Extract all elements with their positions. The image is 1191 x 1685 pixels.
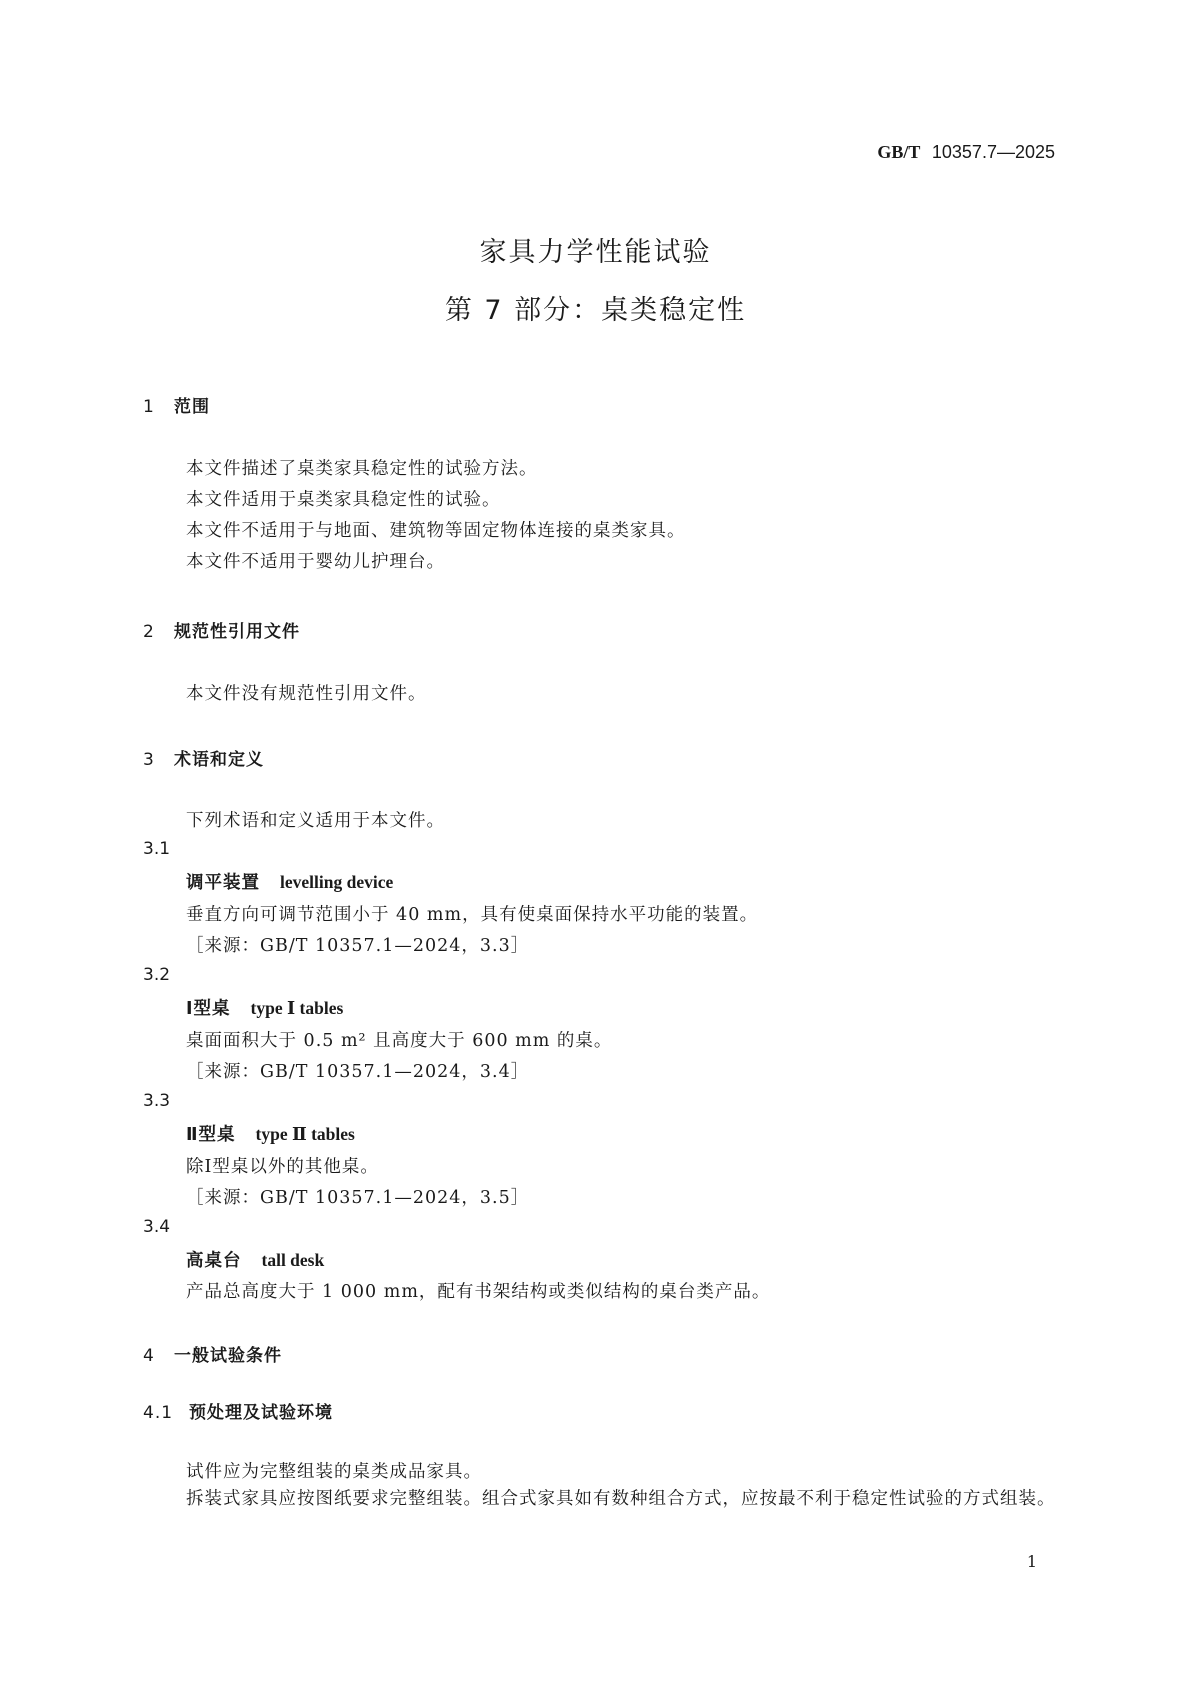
term-source: ［来源：GB/T 10357.1—2024，3.3］	[186, 936, 530, 956]
term-en: type Ⅰ tables	[250, 998, 344, 1018]
section-number: 3	[143, 750, 155, 770]
document-subtitle: 第 7 部分：桌类稳定性	[444, 295, 747, 326]
term-en: tall desk	[261, 1250, 325, 1270]
term-en: type Ⅱ tables	[255, 1124, 355, 1144]
standard-number	[877, 142, 1055, 163]
section-heading	[143, 392, 210, 417]
paragraph: 试件应为完整组装的桌类成品家具。	[186, 1462, 482, 1482]
term-definition: 产品总高度大于 1 000 mm，配有书架结构或类似结构的桌台类产品。	[186, 1282, 771, 1302]
document-title: 家具力学性能试验	[479, 237, 712, 268]
section-title: 一般试验条件	[174, 1346, 282, 1366]
section-number: 4	[143, 1346, 155, 1366]
term-definition: 垂直方向可调节范围小于 40 mm，具有使桌面保持水平功能的装置。	[186, 905, 759, 925]
paragraph: 本文件不适用于与地面、建筑物等固定物体连接的桌类家具。	[186, 521, 686, 541]
section-title: 规范性引用文件	[174, 622, 300, 642]
term-zh: Ⅰ型桌	[186, 999, 231, 1019]
paragraph: 本文件适用于桌类家具稳定性的试验。	[186, 490, 501, 510]
paragraph: 拆装式家具应按图纸要求完整组装。组合式家具如有数种组合方式，应按最不利于稳定性试验的方式组装。	[186, 1489, 1056, 1509]
term-definition: 桌面面积大于 0.5 m² 且高度大于 600 mm 的桌。	[186, 1031, 613, 1051]
term-number: 3.2	[143, 965, 171, 985]
term-zh: Ⅱ型桌	[186, 1125, 236, 1145]
section-heading	[143, 745, 264, 770]
term-number: 3.3	[143, 1091, 171, 1111]
term-number: 3.4	[143, 1217, 171, 1237]
subsection-title: 预处理及试验环境	[189, 1403, 333, 1423]
term-entry	[186, 1121, 355, 1146]
section-title: 范围	[174, 397, 210, 417]
paragraph: 下列术语和定义适用于本文件。	[186, 811, 445, 831]
term-entry	[186, 995, 343, 1020]
standard-prefix: GB/T	[877, 142, 921, 162]
term-number: 3.1	[143, 839, 171, 859]
standard-code: 10357.7—2025	[931, 142, 1055, 162]
subsection-number: 4.1	[143, 1403, 174, 1423]
term-source: ［来源：GB/T 10357.1—2024，3.4］	[186, 1062, 530, 1082]
term-entry	[186, 1247, 324, 1272]
section-heading	[143, 617, 300, 642]
subsection-heading	[143, 1398, 333, 1423]
paragraph: 本文件没有规范性引用文件。	[186, 684, 427, 704]
paragraph: 本文件描述了桌类家具稳定性的试验方法。	[186, 459, 538, 479]
term-entry	[186, 869, 393, 894]
term-source: ［来源：GB/T 10357.1—2024，3.5］	[186, 1188, 530, 1208]
term-en: levelling device	[280, 872, 394, 892]
page-number: 1	[1026, 1552, 1037, 1571]
term-definition: 除Ⅰ型桌以外的其他桌。	[186, 1157, 379, 1177]
section-title: 术语和定义	[174, 750, 264, 770]
term-zh: 高桌台	[186, 1251, 242, 1271]
section-number: 2	[143, 622, 155, 642]
section-number: 1	[143, 397, 155, 417]
term-zh: 调平装置	[186, 873, 260, 893]
paragraph: 本文件不适用于婴幼儿护理台。	[186, 552, 445, 572]
section-heading	[143, 1341, 282, 1366]
